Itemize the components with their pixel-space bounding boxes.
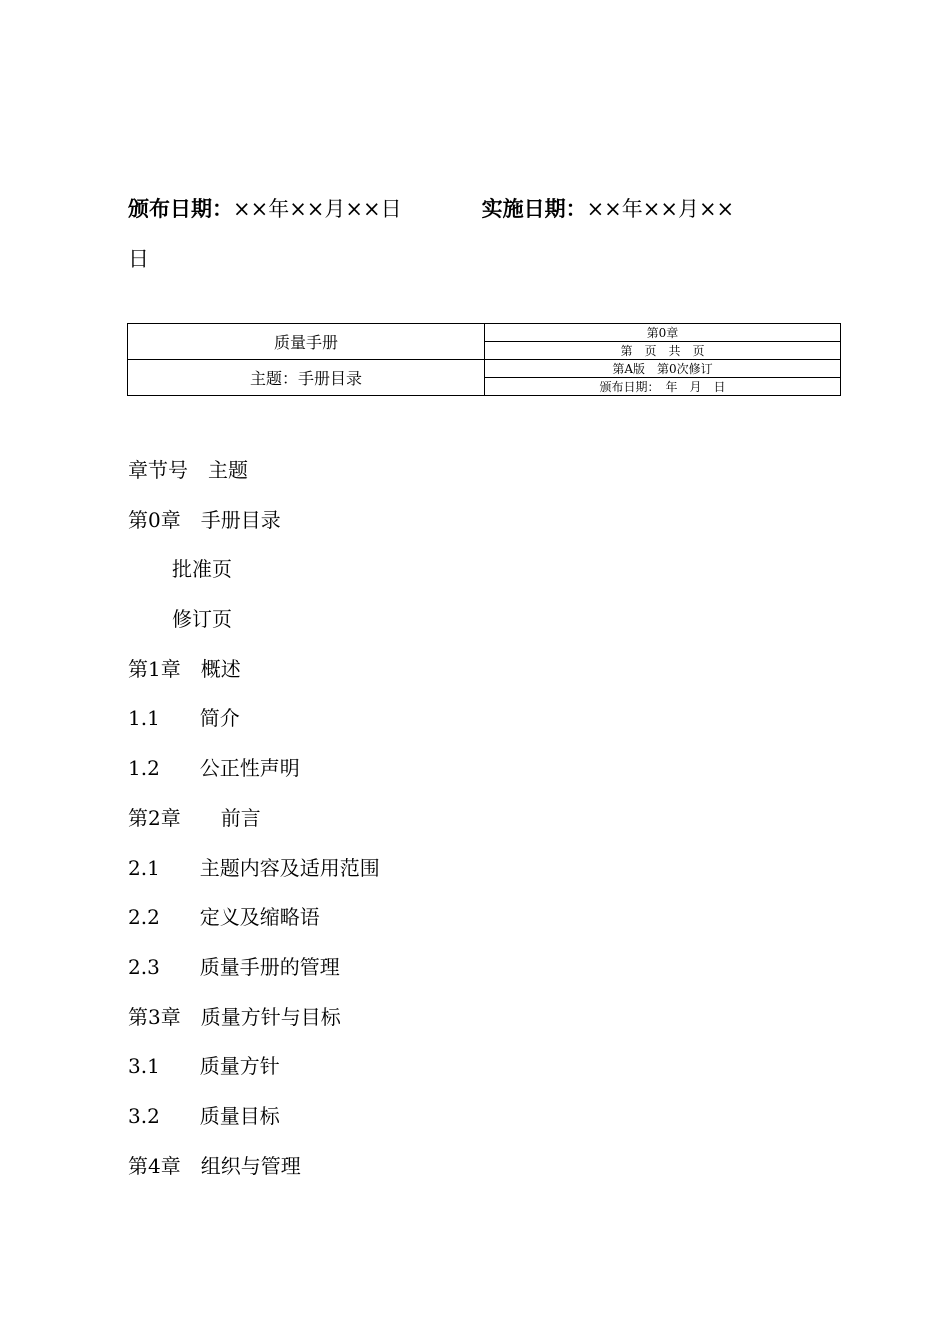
subject-cell: 主题：手册目录 xyxy=(128,360,485,396)
chapter-cell: 第0章 xyxy=(485,324,841,342)
toc-item: 第1章 概述 xyxy=(128,656,241,681)
toc-item: 批准页 xyxy=(172,557,232,582)
toc-item: 修订页 xyxy=(172,607,232,632)
date-block xyxy=(128,184,828,284)
toc-item: 1.1 简介 xyxy=(128,706,240,731)
issue-date-value: ××年××月×× xyxy=(233,197,381,221)
impl-date-label: 实施日期： xyxy=(481,196,587,221)
header-table xyxy=(127,323,841,396)
toc-item: 1.2 公正性声明 xyxy=(128,756,300,781)
date-line xyxy=(128,184,828,234)
impl-date-wrap: 日 xyxy=(128,247,149,271)
impl-date-value: ××年××月×× xyxy=(586,197,735,221)
toc-item: 第2章 前言 xyxy=(128,805,261,830)
issue-date-end: 日 xyxy=(380,197,402,221)
revision-cell: 第A版 第0次修订 xyxy=(485,360,841,378)
issue-date-cell: 颁布日期： 年 月 日 xyxy=(485,378,841,396)
toc-item: 第4章 组织与管理 xyxy=(128,1153,301,1178)
toc-item: 2.3 质量手册的管理 xyxy=(128,954,340,979)
manual-title-cell: 质量手册 xyxy=(128,324,485,360)
table-of-contents xyxy=(128,446,728,1191)
toc-item: 3.1 质量方针 xyxy=(128,1054,280,1079)
toc-item: 2.1 主题内容及适用范围 xyxy=(128,855,380,880)
page-count-cell: 第 页 共 页 xyxy=(485,342,841,360)
toc-item: 2.2 定义及缩略语 xyxy=(128,905,320,930)
toc-item: 3.2 质量目标 xyxy=(128,1103,280,1128)
toc-item: 第3章 质量方针与目标 xyxy=(128,1004,341,1029)
issue-date-label: 颁布日期： xyxy=(128,196,233,221)
toc-item: 第0章 手册目录 xyxy=(128,507,281,532)
toc-header: 章节号 主题 xyxy=(128,458,248,482)
